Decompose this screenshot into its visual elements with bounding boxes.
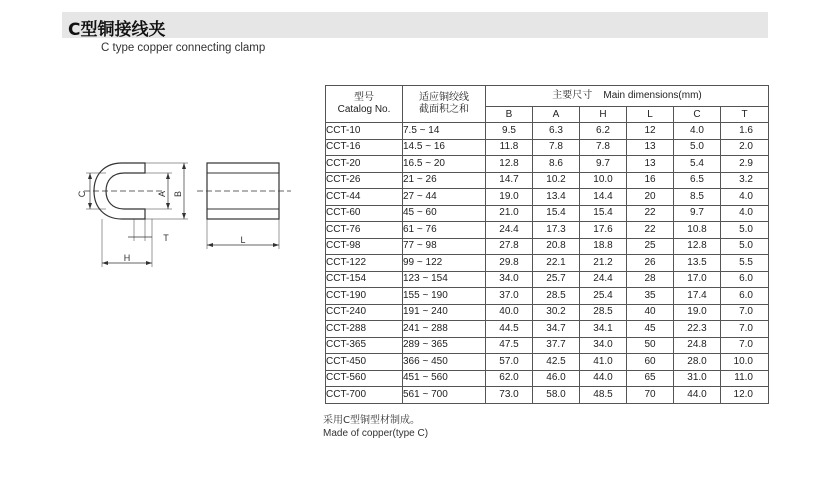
cell-a: 30.2	[533, 304, 580, 321]
cell-t: 4.0	[721, 205, 769, 222]
cell-c: 31.0	[674, 370, 721, 387]
cell-t: 6.0	[721, 288, 769, 305]
cell-c: 44.0	[674, 387, 721, 404]
cell-b: 34.0	[486, 271, 533, 288]
header-section-line2: 截面积之和	[419, 104, 469, 115]
table-row	[326, 222, 769, 239]
cell-t: 3.2	[721, 172, 769, 189]
cell-sec: 7.5 ~ 14	[403, 123, 486, 140]
cell-cat: CCT-98	[326, 238, 403, 255]
cell-l: 13	[627, 156, 674, 173]
cell-a: 58.0	[533, 387, 580, 404]
table-row	[326, 354, 769, 371]
cell-a: 42.5	[533, 354, 580, 371]
header-dim-b: B	[486, 107, 533, 123]
cell-cat: CCT-365	[326, 337, 403, 354]
cell-c: 5.4	[674, 156, 721, 173]
dim-label-c: C	[77, 190, 87, 198]
header-dim-t: T	[721, 107, 769, 123]
cell-b: 24.4	[486, 222, 533, 239]
cell-cat: CCT-122	[326, 255, 403, 272]
cell-l: 40	[627, 304, 674, 321]
spec-table	[325, 85, 769, 404]
cell-t: 4.0	[721, 189, 769, 206]
cell-b: 21.0	[486, 205, 533, 222]
cell-l: 70	[627, 387, 674, 404]
cell-l: 35	[627, 288, 674, 305]
table-row	[326, 238, 769, 255]
header-section	[403, 86, 486, 123]
cell-h: 15.4	[580, 205, 627, 222]
table-row	[326, 271, 769, 288]
cell-a: 28.5	[533, 288, 580, 305]
cell-cat: CCT-560	[326, 370, 403, 387]
cell-l: 13	[627, 139, 674, 156]
cell-t: 7.0	[721, 321, 769, 338]
cell-l: 22	[627, 222, 674, 239]
cell-a: 10.2	[533, 172, 580, 189]
dim-label-h: H	[123, 253, 131, 263]
cell-l: 45	[627, 321, 674, 338]
table-row	[326, 288, 769, 305]
cell-sec: 366 ~ 450	[403, 354, 486, 371]
table-row	[326, 255, 769, 272]
cell-cat: CCT-20	[326, 156, 403, 173]
cell-cat: CCT-450	[326, 354, 403, 371]
table-row	[326, 304, 769, 321]
c-profile-outline	[94, 163, 145, 219]
cell-c: 12.8	[674, 238, 721, 255]
cell-l: 16	[627, 172, 674, 189]
cell-b: 44.5	[486, 321, 533, 338]
table-row	[326, 387, 769, 404]
title-bar	[62, 12, 768, 38]
cell-t: 2.0	[721, 139, 769, 156]
cell-l: 25	[627, 238, 674, 255]
cell-h: 6.2	[580, 123, 627, 140]
cell-sec: 289 ~ 365	[403, 337, 486, 354]
cell-t: 12.0	[721, 387, 769, 404]
cell-a: 8.6	[533, 156, 580, 173]
cell-h: 34.1	[580, 321, 627, 338]
cell-b: 11.8	[486, 139, 533, 156]
cell-h: 25.4	[580, 288, 627, 305]
cell-a: 15.4	[533, 205, 580, 222]
header-dim-l: L	[627, 107, 674, 123]
table-row	[326, 370, 769, 387]
cell-a: 7.8	[533, 139, 580, 156]
cell-t: 1.6	[721, 123, 769, 140]
cell-cat: CCT-76	[326, 222, 403, 239]
cell-sec: 27 ~ 44	[403, 189, 486, 206]
cell-b: 14.7	[486, 172, 533, 189]
cell-b: 40.0	[486, 304, 533, 321]
cell-c: 10.8	[674, 222, 721, 239]
cell-cat: CCT-26	[326, 172, 403, 189]
dim-label-t: T	[163, 233, 169, 243]
cell-sec: 14.5 ~ 16	[403, 139, 486, 156]
page-subtitle: C type copper connecting clamp	[101, 42, 266, 54]
cell-h: 21.2	[580, 255, 627, 272]
cell-b: 12.8	[486, 156, 533, 173]
cell-h: 10.0	[580, 172, 627, 189]
header-dim-a: A	[533, 107, 580, 123]
cell-t: 7.0	[721, 304, 769, 321]
dim-label-b: B	[173, 190, 183, 198]
cell-a: 20.8	[533, 238, 580, 255]
cell-a: 22.1	[533, 255, 580, 272]
cell-a: 6.3	[533, 123, 580, 140]
dim-label-a: A	[157, 190, 167, 198]
cell-b: 47.5	[486, 337, 533, 354]
cell-b: 73.0	[486, 387, 533, 404]
cell-a: 46.0	[533, 370, 580, 387]
cell-sec: 77 ~ 98	[403, 238, 486, 255]
cell-c: 13.5	[674, 255, 721, 272]
cell-h: 18.8	[580, 238, 627, 255]
cell-c: 17.0	[674, 271, 721, 288]
cell-h: 14.4	[580, 189, 627, 206]
header-section-line1: 适应铜绞线	[419, 92, 469, 103]
cell-c: 22.3	[674, 321, 721, 338]
cell-h: 9.7	[580, 156, 627, 173]
spec-table-body	[326, 123, 769, 404]
cell-sec: 123 ~ 154	[403, 271, 486, 288]
cell-sec: 241 ~ 288	[403, 321, 486, 338]
cell-b: 29.8	[486, 255, 533, 272]
cell-h: 28.5	[580, 304, 627, 321]
table-row	[326, 156, 769, 173]
cell-cat: CCT-16	[326, 139, 403, 156]
cell-b: 37.0	[486, 288, 533, 305]
cell-h: 34.0	[580, 337, 627, 354]
cell-h: 44.0	[580, 370, 627, 387]
cell-b: 9.5	[486, 123, 533, 140]
cell-t: 10.0	[721, 354, 769, 371]
cell-c: 19.0	[674, 304, 721, 321]
cell-c: 5.0	[674, 139, 721, 156]
cell-t: 11.0	[721, 370, 769, 387]
table-row	[326, 189, 769, 206]
cell-sec: 45 ~ 60	[403, 205, 486, 222]
cell-c: 8.5	[674, 189, 721, 206]
page-title: C型铜接线夹	[68, 20, 166, 40]
table-row	[326, 321, 769, 338]
clamp-drawing	[70, 145, 300, 270]
cell-t: 2.9	[721, 156, 769, 173]
header-main-dimensions: 主要尺寸 Main dimensions(mm)	[486, 86, 769, 107]
cell-cat: CCT-60	[326, 205, 403, 222]
cell-t: 5.0	[721, 238, 769, 255]
table-row	[326, 172, 769, 189]
cell-b: 19.0	[486, 189, 533, 206]
cell-l: 26	[627, 255, 674, 272]
header-catalog	[326, 86, 403, 123]
cell-t: 5.0	[721, 222, 769, 239]
cell-a: 17.3	[533, 222, 580, 239]
note-cn: 采用C型铜型材制成。	[323, 415, 420, 426]
cell-sec: 451 ~ 560	[403, 370, 486, 387]
cell-a: 25.7	[533, 271, 580, 288]
cell-b: 57.0	[486, 354, 533, 371]
cell-sec: 561 ~ 700	[403, 387, 486, 404]
table-row	[326, 123, 769, 140]
cell-l: 60	[627, 354, 674, 371]
cell-sec: 21 ~ 26	[403, 172, 486, 189]
header-catalog-cn: 型号	[354, 92, 374, 103]
cell-h: 7.8	[580, 139, 627, 156]
cell-sec: 16.5 ~ 20	[403, 156, 486, 173]
cell-t: 7.0	[721, 337, 769, 354]
cell-t: 5.5	[721, 255, 769, 272]
note-en: Made of copper(type C)	[323, 428, 429, 439]
table-row	[326, 139, 769, 156]
cell-c: 17.4	[674, 288, 721, 305]
cell-h: 24.4	[580, 271, 627, 288]
cell-cat: CCT-154	[326, 271, 403, 288]
cell-c: 28.0	[674, 354, 721, 371]
table-row	[326, 205, 769, 222]
cell-cat: CCT-288	[326, 321, 403, 338]
cell-h: 41.0	[580, 354, 627, 371]
cell-c: 24.8	[674, 337, 721, 354]
cell-l: 20	[627, 189, 674, 206]
cell-a: 37.7	[533, 337, 580, 354]
dim-label-l: L	[240, 235, 246, 245]
cell-l: 22	[627, 205, 674, 222]
cell-cat: CCT-700	[326, 387, 403, 404]
header-catalog-en: Catalog No.	[337, 104, 391, 115]
cell-c: 4.0	[674, 123, 721, 140]
header-dim-h: H	[580, 107, 627, 123]
cell-t: 6.0	[721, 271, 769, 288]
cell-sec: 191 ~ 240	[403, 304, 486, 321]
cell-l: 50	[627, 337, 674, 354]
cell-b: 62.0	[486, 370, 533, 387]
header-dim-c: C	[674, 107, 721, 123]
cell-cat: CCT-10	[326, 123, 403, 140]
cell-sec: 61 ~ 76	[403, 222, 486, 239]
cell-cat: CCT-190	[326, 288, 403, 305]
cell-h: 48.5	[580, 387, 627, 404]
cell-l: 12	[627, 123, 674, 140]
cell-a: 13.4	[533, 189, 580, 206]
cell-cat: CCT-240	[326, 304, 403, 321]
cell-b: 27.8	[486, 238, 533, 255]
cell-sec: 155 ~ 190	[403, 288, 486, 305]
cell-sec: 99 ~ 122	[403, 255, 486, 272]
cell-cat: CCT-44	[326, 189, 403, 206]
cell-l: 28	[627, 271, 674, 288]
table-row	[326, 337, 769, 354]
cell-h: 17.6	[580, 222, 627, 239]
cell-l: 65	[627, 370, 674, 387]
cell-a: 34.7	[533, 321, 580, 338]
cell-c: 9.7	[674, 205, 721, 222]
cell-c: 6.5	[674, 172, 721, 189]
